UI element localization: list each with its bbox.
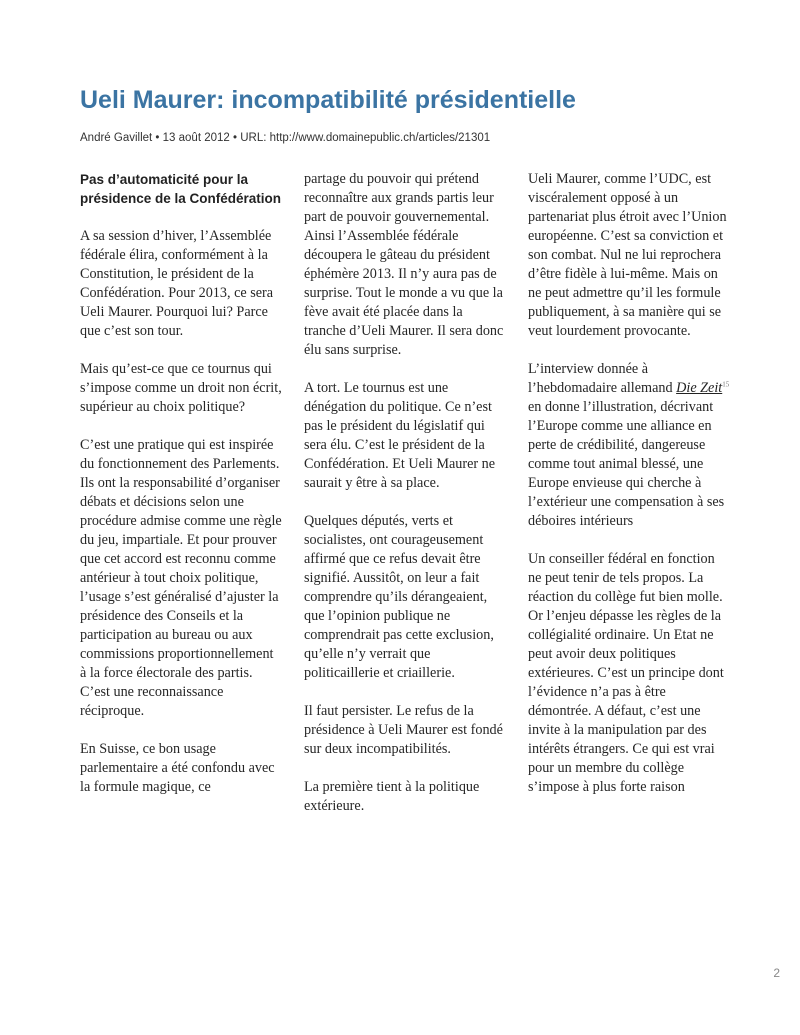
text-column-1 [80,170,283,797]
text-column-3 [528,170,731,797]
paragraph-text: L’interview donnée à l’hebdomadaire allemand [528,361,677,396]
paragraph: partage du pouvoir qui prétend reconnaître aux grands partis leur part de pouvoir gouvernemental. Ainsi l’Assemblée fédérale découpera le gâteau du président éphémère 2013. Il n’y aura pas de surprise. Tout le monde a vu que la fève avait été placée dans la tranche d’Ueli Maurer. Il sera donc élu sans surprise. [304,171,504,358]
text-column-2 [304,170,507,816]
section-subheading: Pas d’automaticité pour la présidence de la Confédération [80,172,282,206]
paragraph: C’est une pratique qui est inspirée du fonctionnement des Parlements. Ils ont la responsabilité d’organiser débats et décisions selon une procédure admise comme une règle du jeu, impartiale. Et pour prouver que cet accord est reconnu comme antérieur à tout choix politique, l’usage s’est généralisé d’ajuster la présidence des Conseils et la participation au bureau ou aux commissions proportionnellement à la force électorale des partis. C’est une reconnaissance réciproque. [80,437,282,719]
paragraph: Quelques députés, verts et socialistes, ont courageusement affirmé que ce refus devait être signifié. Aussitôt, on leur a fait comprendre qu’ils dérangeaient, que l’opinion publique ne comprendrait pas cette exclusion, qu’elle n’y verrait que politicaillerie et criaillerie. [304,513,494,681]
page-number: 2 [773,966,780,980]
article-title: Ueli Maurer: incompatibilité présidentielle [80,86,576,114]
paragraph-with-link [528,360,731,531]
paragraph: Un conseiller fédéral en fonction ne peut tenir de tels propos. La réaction du collège fut bien molle. Or l’enjeu dépasse les règles de la collégialité ordinaire. Un Etat ne peut avoir deux politiques extérieures. C’est un principe dont l’évidence n’a pas à être démontrée. A défaut, c’est une invite à la manipulation par des intérêts étrangers. Ce qui est vrai pour un membre du collège s’impose à plus forte raison [528,551,724,795]
footnote-marker[interactable]: 15 [722,380,730,389]
paragraph: Il faut persister. Le refus de la présidence à Ueli Maurer est fondé sur deux incompatibilités. [304,703,503,757]
die-zeit-link[interactable]: Die Zeit [676,380,723,396]
paragraph: Ueli Maurer, comme l’UDC, est viscéralement opposé à un partenariat plus étroit avec l’Union européenne. C’est sa conviction et son combat. Nul ne lui reprochera d’être fidèle à lui-même. Mais on ne peut admettre qu’il les formule publiquement, à sa manière qui se veut lourdement provocante. [528,171,727,339]
article-byline: André Gavillet • 13 août 2012 • URL: http://www.domainepublic.ch/articles/21301 [80,132,491,144]
paragraph: En Suisse, ce bon usage parlementaire a été confondu avec la formule magique, ce [80,741,275,795]
paragraph: Mais qu’est-ce que ce tournus qui s’impose comme un droit non écrit, supérieur au choix politique? [80,361,282,415]
paragraph: La première tient à la politique extérieure. [304,779,480,814]
paragraph-text: en donne l’illustration, décrivant l’Europe comme une alliance en perte de crédibilité, dangereuse comme tout animal blessé, une Europe envieuse qui cherche à l’extérieur une compensation à ses déboires intérieurs [528,399,725,529]
paragraph: A tort. Le tournus est une dénégation du politique. Ce n’est pas le président du législatif qui sera élu. C’est le président de la Confédération. Et Ueli Maurer ne saurait y être à sa place. [304,380,496,491]
paragraph: A sa session d’hiver, l’Assemblée fédérale élira, conformément à la Constitution, le président de la Confédération. Pour 2013, ce sera Ueli Maurer. Pourquoi lui? Parce que c’est son tour. [80,228,274,339]
